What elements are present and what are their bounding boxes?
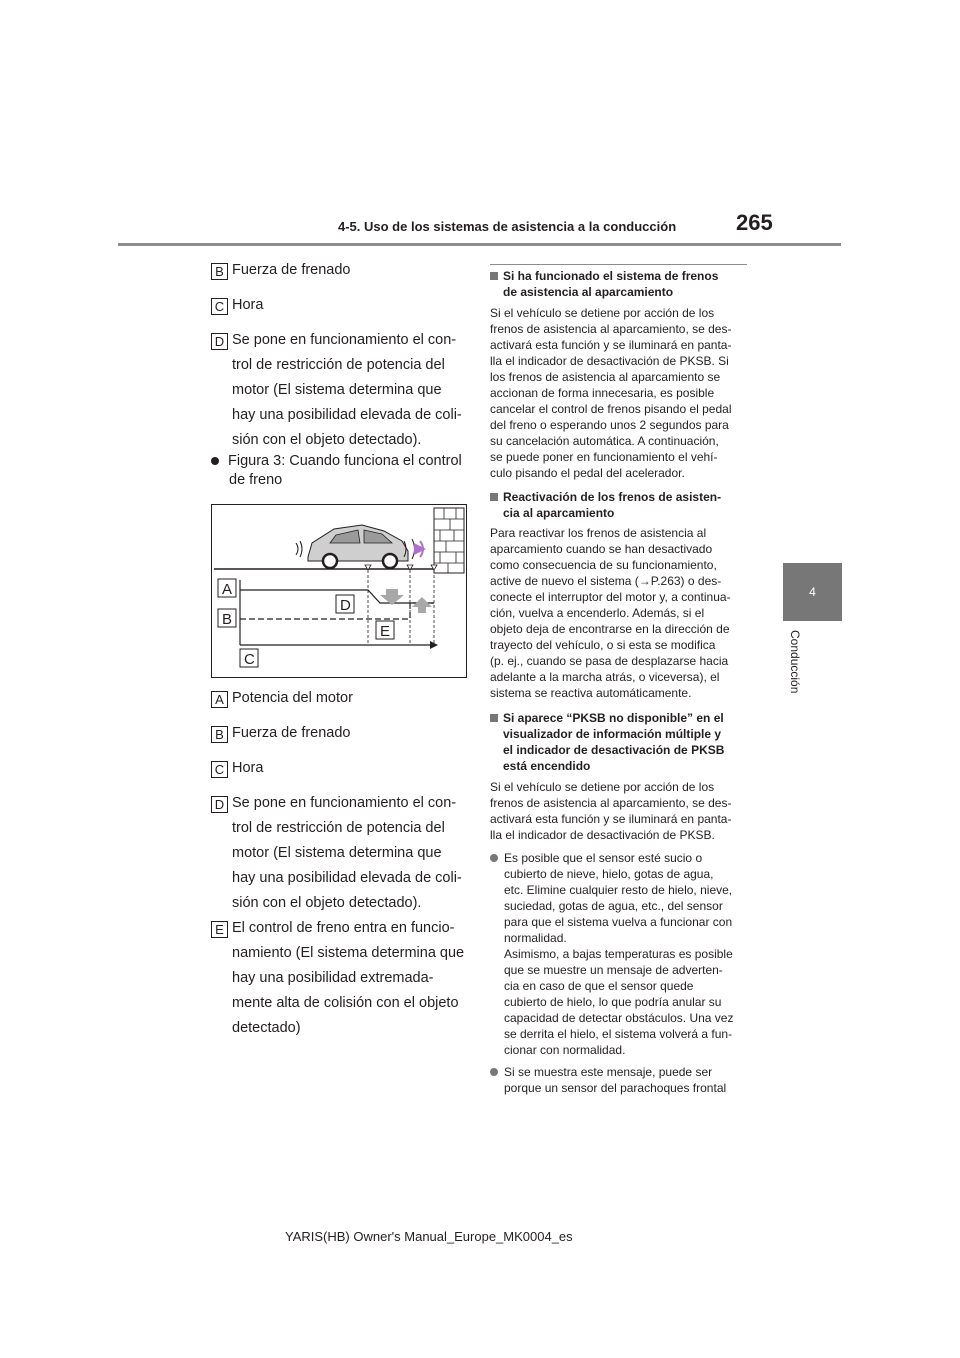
section-marker-icon (490, 272, 498, 280)
body-text: lla el indicador de desactivación de PKSB. Si (490, 354, 729, 368)
label-badge: B (211, 726, 228, 743)
body-text: Si el vehículo se detiene por acción de los (490, 780, 715, 794)
body-text: ción, vuelva a encenderlo. Además, si el (490, 606, 705, 620)
definition-text: motor (El sistema determina que (232, 845, 442, 861)
section-marker-icon (490, 714, 498, 722)
bullet-dot (490, 1068, 498, 1076)
definition-text: hay una posibilidad elevada de coli- (232, 407, 462, 423)
heading-text: está encendido (503, 759, 591, 773)
footer-manual-id: YARIS(HB) Owner's Manual_Europe_MK0004_es (285, 1229, 573, 1244)
body-text: conecte el interruptor del motor y, a continua- (490, 590, 731, 604)
figure-label-a: A (222, 581, 233, 598)
bullet-item (490, 1064, 712, 1080)
label-badge: A (211, 691, 228, 708)
heading-text: el indicador de desactivación de PKSB (503, 743, 725, 757)
body-text: culo pisando el pedal del acelerador. (490, 466, 685, 480)
bullet-text: cionar con normalidad. (504, 1043, 626, 1057)
body-text: los frenos de asistencia al aparcamiento se (490, 370, 721, 384)
definition-text: Hora (232, 760, 264, 776)
heading-text: visualizador de información múltiple y (503, 727, 722, 741)
body-text: activará esta función y se iluminará en panta- (490, 338, 732, 352)
bullet-text: Si se muestra este mensaje, puede ser (504, 1065, 713, 1079)
body-text: su cancelación automática. A continuación, (490, 434, 719, 448)
section-heading (490, 710, 724, 726)
heading-text: Si aparece “PKSB no disponible” en el (503, 711, 724, 725)
body-text: trayecto del vehículo, o si esta se modifica (490, 638, 716, 652)
bullet-text: para que el sistema vuelva a funcionar con (504, 915, 733, 929)
definition-text: trol de restricción de potencia del (232, 357, 445, 373)
bullet-text: porque un sensor del parachoques frontal (504, 1081, 727, 1095)
definition-text: motor (El sistema determina que (232, 382, 442, 398)
definition-b (211, 262, 471, 280)
body-text: lla el indicador de desactivación de PKSB. (490, 828, 715, 842)
section-marker-icon (490, 493, 498, 501)
brake-control-figure (211, 504, 467, 678)
definition-d (211, 332, 471, 350)
definition-text: Fuerza de frenado (232, 262, 351, 278)
body-text: como consecuencia de su funcionamiento, (490, 558, 717, 572)
label-badge: B (211, 263, 228, 280)
bullet-text: cia en caso de que el sensor quede (504, 979, 694, 993)
definition-text: hay una posibilidad extremada- (232, 970, 434, 986)
caption-text: de freno (229, 472, 283, 488)
definition-text: El control de freno entra en funcio- (232, 920, 455, 936)
definition-text: Potencia del motor (232, 690, 353, 706)
figure-caption-bullet (211, 453, 462, 469)
label-badge: D (211, 796, 228, 813)
definition-text: trol de restricción de potencia del (232, 820, 445, 836)
timing-diagram (212, 505, 466, 677)
bullet-text: se derrita el hielo, el sistema volverá a fun- (504, 1027, 733, 1041)
definition-text: namiento (El sistema determina que (232, 945, 465, 961)
body-text: cancelar el control de frenos pisando el pedal (490, 402, 732, 416)
increase-arrow-icon (412, 597, 432, 613)
definition-text: hay una posibilidad elevada de coli- (232, 870, 462, 886)
heading-text: Reactivación de los frenos de asisten- (503, 490, 722, 504)
body-text: frenos de asistencia al aparcamiento, se des- (490, 796, 732, 810)
heading-text: cia al aparcamiento (503, 506, 615, 520)
header-divider (118, 243, 841, 246)
figure-label-e: E (380, 623, 391, 640)
bullet-text: capacidad de detectar obstáculos. Una vez (504, 1011, 734, 1025)
definition-e (211, 920, 471, 938)
body-text: active de nuevo el sistema (→P.263) o des- (490, 574, 722, 588)
body-text: adelante a la marcha atrás, o viceversa), el (490, 670, 720, 684)
figure-label-d: D (340, 597, 351, 614)
heading-text: de asistencia al aparcamiento (503, 285, 674, 299)
definition-text: mente alta de colisión con el objeto (232, 995, 459, 1011)
bullet-text: suciedad, gotas de agua, etc., del sensor (504, 899, 723, 913)
page-number: 265 (736, 210, 773, 235)
body-text: se puede poner en funcionamiento el vehí- (490, 450, 718, 464)
heading-text: Si ha funcionado el sistema de frenos (503, 269, 719, 283)
body-text: objeto deja de encontrarse en la dirección de (490, 622, 730, 636)
section-divider (490, 264, 747, 265)
car-icon (296, 525, 426, 568)
figure-label-b: B (222, 611, 233, 628)
body-text: del freno o esperando unos 2 segundos para (490, 418, 729, 432)
wall-icon (434, 508, 464, 573)
bullet-dot (490, 854, 498, 862)
label-badge: C (211, 761, 228, 778)
bullet-text: Asimismo, a bajas temperaturas es posible (504, 947, 733, 961)
label-badge: E (211, 921, 228, 938)
definition-text: Hora (232, 297, 264, 313)
bullet-text: etc. Elimine cualquier resto de hielo, nieve, (504, 883, 733, 897)
definition-c (211, 760, 471, 778)
definition-text: Fuerza de frenado (232, 725, 351, 741)
definition-b (211, 725, 471, 743)
bullet-text: que se muestre un mensaje de adverten- (504, 963, 723, 977)
label-badge: C (211, 298, 228, 315)
body-text: activará esta función y se iluminará en panta- (490, 812, 732, 826)
chapter-tab (783, 563, 842, 621)
bullet-dot (211, 457, 219, 465)
definition-text: detectado) (232, 1020, 301, 1036)
section-title: 4-5. Uso de los sistemas de asistencia a la conducción (338, 219, 677, 234)
definition-text: Se pone en funcionamiento el con- (232, 332, 457, 348)
body-text: Si el vehículo se detiene por acción de los (490, 306, 715, 320)
definition-a (211, 690, 471, 708)
section-heading (490, 268, 718, 284)
chapter-number: 4 (809, 585, 816, 599)
body-text: sistema se reactiva automáticamente. (490, 686, 692, 700)
label-badge: D (211, 333, 228, 350)
body-text: frenos de asistencia al aparcamiento, se des- (490, 322, 732, 336)
chapter-label: Conducción (788, 630, 802, 694)
bullet-text: Es posible que el sensor esté sucio o (504, 851, 703, 865)
definition-d (211, 795, 471, 813)
bullet-item (490, 850, 702, 866)
section-heading (490, 489, 721, 505)
body-text: Para reactivar los frenos de asistencia al (490, 526, 707, 540)
definition-c (211, 297, 471, 315)
body-text: aparcamiento cuando se han desactivado (490, 542, 713, 556)
bullet-text: normalidad. (504, 931, 567, 945)
definition-text: sión con el objeto detectado). (232, 895, 422, 911)
figure-label-c: C (244, 651, 255, 668)
body-text: (p. ej., cuando se pasa de desplazarse hacia (490, 654, 729, 668)
bullet-text: cubierto de nieve, hielo, gotas de agua, (504, 867, 714, 881)
body-text: accionan de forma innecesaria, es posible (490, 386, 715, 400)
bullet-text: cubierto de hielo, lo que podría anular su (504, 995, 722, 1009)
definition-text: Se pone en funcionamiento el con- (232, 795, 457, 811)
caption-text: Figura 3: Cuando funciona el control (228, 453, 462, 469)
definition-text: sión con el objeto detectado). (232, 432, 422, 448)
